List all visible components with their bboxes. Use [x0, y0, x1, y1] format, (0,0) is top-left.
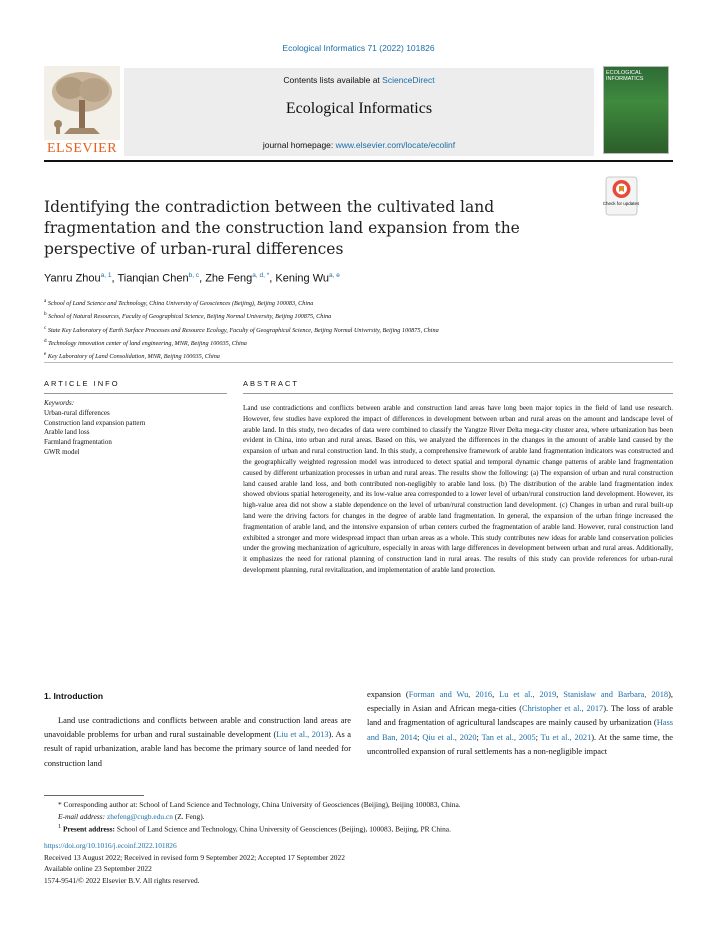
copyright: 1574-9541/© 2022 Elsevier B.V. All rights reserved.	[44, 876, 200, 886]
author-name[interactable]: Kening Wu	[275, 272, 329, 285]
body-text: ), especially in Asian and African mega-cities (	[367, 690, 673, 714]
body-text: ,	[492, 690, 500, 699]
citation-link[interactable]: Christopher et al., 2017	[522, 704, 604, 714]
citation-link[interactable]: Forman and Wu, 2016	[408, 690, 493, 699]
citation-link[interactable]: Hass and Ban, 2014	[367, 718, 673, 742]
footnote-divider	[44, 795, 144, 796]
affiliation-text: Technology innovation center of land engineering, MNR, Beijing 100035, China	[48, 339, 247, 347]
citation-link[interactable]: Stanisław and Barbara, 2018	[563, 690, 669, 699]
introduction-heading: 1. Introduction	[44, 691, 104, 701]
author-name[interactable]: Yanru Zhou	[44, 272, 101, 285]
author-separator: ,	[199, 272, 206, 285]
body-text: ;	[417, 732, 423, 742]
keyword-item: GWR model	[44, 447, 80, 456]
available-online: Available online 23 September 2022	[44, 864, 152, 874]
affiliation-marker: a	[44, 298, 47, 304]
abstract-divider	[243, 393, 673, 394]
author-separator: ,	[269, 272, 276, 285]
affiliation-text: State Key Laboratory of Earth Surface Processes and Resource Ecology, Faculty of Geographical Science, Beijing Normal University, Beijing 100875, China	[47, 326, 439, 334]
homepage-link[interactable]: www.elsevier.com/locate/ecolinf	[335, 140, 456, 150]
citation-link[interactable]: Tu et al., 2021	[540, 732, 592, 742]
introduction-left-column	[44, 714, 351, 771]
author-list	[44, 272, 340, 285]
affiliation-marker: c	[44, 324, 47, 331]
affiliation-item	[44, 336, 674, 349]
present-address-label: Present address:	[62, 824, 116, 834]
affiliation-marker: d	[44, 337, 47, 344]
affiliation-list	[44, 296, 674, 362]
keyword-item: Urban-rural differences	[44, 408, 110, 417]
header-divider	[44, 160, 673, 162]
keywords-label: Keywords:	[44, 399, 75, 407]
publication-info	[44, 840, 674, 887]
affiliation-text: Key Laboratory of Land Consolidation, MNR, Beijing 100035, China	[47, 353, 220, 361]
author-separator: ,	[111, 272, 118, 285]
author-affiliation-marker[interactable]: a, d, *	[252, 272, 270, 279]
affiliation-item	[44, 323, 674, 336]
author-affiliation-marker[interactable]: a, 1	[100, 272, 112, 279]
email-suffix: (Z. Feng).	[172, 811, 205, 821]
body-text: Land use contradictions and conflicts between arable and construction land areas are unavoidable problems for urban and rural sustainable development (	[44, 716, 351, 740]
section-divider	[44, 362, 673, 363]
affiliation-item	[44, 309, 674, 322]
article-info-divider	[44, 393, 227, 394]
citation-link[interactable]: Lu et al., 2019	[499, 690, 557, 699]
check-for-updates-label[interactable]: Check for updates	[602, 201, 640, 206]
keyword-item: Farmland fragmentation	[44, 438, 112, 447]
journal-reference[interactable]: Ecological Informatics 71 (2022) 101826	[282, 43, 435, 53]
citation-link[interactable]: Tan et al., 2005	[481, 732, 536, 742]
body-text: ,	[556, 690, 564, 699]
author-name[interactable]: Tianqian Chen	[117, 272, 189, 285]
article-title: Identifying the contradiction between the cultivated land fragmentation and the construction land expansion from the perspective of urban-rural differences	[44, 198, 520, 258]
footnotes	[44, 799, 674, 836]
affiliation-item	[44, 296, 674, 309]
affiliation-text: School of Natural Resources, Faculty of Geographical Science, Beijing Normal University, Beijing 100875, China	[48, 313, 332, 321]
homepage-prefix: journal homepage:	[262, 140, 336, 150]
email-note	[44, 811, 674, 823]
email-link[interactable]: zhefeng@cugb.edu.cn	[107, 811, 173, 821]
article-info-heading: ARTICLE INFO	[44, 379, 120, 388]
present-address-marker: 1	[58, 824, 62, 831]
contents-line	[124, 75, 594, 85]
keyword-item: Arable land loss	[44, 428, 90, 437]
contents-prefix: Contents lists available at	[283, 75, 383, 85]
author-name[interactable]: Zhe Feng	[205, 272, 253, 285]
doi-link[interactable]: https://doi.org/10.1016/j.ecoinf.2022.101826	[44, 841, 177, 850]
check-for-updates-icon[interactable]	[605, 176, 638, 216]
introduction-right-column	[367, 688, 673, 759]
journal-title: Ecological Informatics	[285, 100, 433, 117]
author-affiliation-marker[interactable]: a, e	[329, 272, 340, 279]
body-text: ;	[476, 732, 482, 742]
keyword-item: Construction land expansion pattern	[44, 418, 146, 427]
affiliation-item	[44, 349, 674, 362]
sciencedirect-link[interactable]: ScienceDirect	[382, 75, 435, 85]
body-text: ). At the same time, the uncontrolled expansion of rural settlements has a non-negligible impact	[367, 732, 673, 756]
body-text: ). As a result of rapid urbanization, arable land has become the primary source of land needed for construction land	[44, 730, 352, 768]
corresponding-author-note: * Corresponding author at: School of Land Science and Technology, China University of Geosciences (Beijing), Beijing 100083, China.	[58, 800, 461, 809]
abstract-heading: ABSTRACT	[243, 379, 300, 388]
body-text: ). The loss of arable land and fragmentation of agricultural landscapes are mainly caused by urbanization (	[367, 704, 673, 728]
citation-link[interactable]: Qiu et al., 2020	[422, 732, 477, 742]
body-text: ;	[535, 732, 541, 742]
present-address-text: School of Land Science and Technology, China University of Geosciences (Beijing), 100083, Beijing, PR China.	[115, 824, 451, 834]
author-affiliation-marker[interactable]: b, c	[188, 272, 200, 279]
affiliation-marker: e	[44, 351, 47, 358]
affiliation-text: School of Land Science and Technology, China University of Geosciences (Beijing), Beijing 100083, China	[47, 300, 314, 308]
cover-title: ECOLOGICAL INFORMATICS	[606, 70, 644, 82]
keywords-block	[44, 399, 227, 458]
received-dates: Received 13 August 2022; Received in revised form 9 September 2022; Accepted 17 September 2022	[44, 852, 345, 862]
body-text: expansion (	[367, 690, 409, 699]
citation-link[interactable]: Liu et al., 2013	[276, 730, 329, 740]
abstract-text: Land use contradictions and conflicts between arable and construction land areas have long been major topics in the field of land use research. However, few studies have explored the impact of differences in development between urban and rural areas on the amount and landscape level of arable land. In this study, two decades of data were combined to classify the Yangtze River Delta mega-city cluster area, where urbanization has been evident in China, into urban and rural areas. Based on this, we analyzed the differences in the changes in the amount of arable land caused by the expansion of urban and rural construction land. In this study, a comprehensive framework of arable land fragmentation indicators was constructed and the geographically weighted regression model was introduced to detect spatial and temporal dynamic change patterns of arable land fragmentation caused by different urbanization processes in urban and rural areas. The results show the following: (a) The expansion of urban and rural construction land caused arable land loss, and both contributed non-negligibly to arable land loss. (b) The distribution of the arable land fragmentation index showed obvious spatial heterogeneity, and its low-value area corresponded to a lower level of urban/rural construction land development. However, its high-value area did not show a stable dependence on the level of urban/rural construction land development. (c) Changes in urban and rural built-up land were the driving factors for changes in the degree of arable land fragmentation. In general, the expansion of the urban fringe increased the fragmentation of arable land, and the intensive expansion of urban centers curbed the fragmentation of arable land. However, rural construction land exhibited a stronger and more widespread impact than urban areas as a whole. This study contributes new ideas for arable land conservation policies under the growing mechanization of agriculture, especially in areas with large differences in development between urban and rural areas. Additionally, it emphasizes the need for rational planning of construction land in rural areas. The results of this study can provide references for urban-rural development planning, rural revitalization, and implementation of arable land protection.	[243, 404, 673, 574]
present-address-note	[44, 822, 674, 835]
homepage-line	[124, 140, 594, 150]
email-label: E-mail address:	[58, 811, 107, 821]
affiliation-marker: b	[44, 311, 47, 318]
elsevier-logo-text: ELSEVIER	[46, 141, 118, 156]
